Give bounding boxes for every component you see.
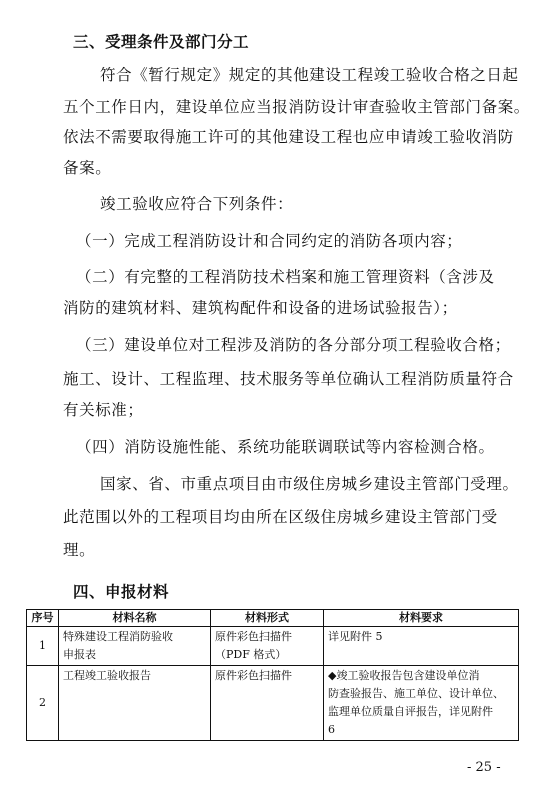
cell-material-name <box>59 627 211 666</box>
cell-line: 详见附件 5 <box>328 630 383 643</box>
cell-line: 申报表 <box>63 648 96 661</box>
paragraph-line: 此范围以外的工程项目均由所在区级住房城乡建设主管部门受 <box>63 508 498 526</box>
cell-material-form <box>211 666 324 741</box>
condition-item-2-continued: 消防的建筑材料、建筑构配件和设备的进场试验报告）； <box>63 299 458 317</box>
cell-line: 原件彩色扫描件 <box>215 669 292 682</box>
cell-line: 监理单位质量自评报告，详见附件 <box>328 705 493 718</box>
paragraph-line: 五个工作日内，建设单位应当报消防设计审查验收主管部门备案。 <box>63 98 530 116</box>
column-header-no: 序号 <box>27 610 59 627</box>
column-header-form: 材料形式 <box>211 610 324 627</box>
condition-item-4: （四）消防设施性能、系统功能联调联试等内容检测合格。 <box>76 438 495 456</box>
section-heading-acceptance-conditions: 三、受理条件及部门分工 <box>73 33 250 51</box>
cell-line: 6 <box>328 723 335 736</box>
cell-material-name <box>59 666 211 741</box>
paragraph-line: 符合《暂行规定》规定的其他建设工程竣工验收合格之日起 <box>100 66 519 84</box>
cell-no: 1 <box>27 627 59 666</box>
cell-line: 特殊建设工程消防验收 <box>63 630 173 643</box>
paragraph-line: 国家、省、市重点项目由市级住房城乡建设主管部门受理。 <box>100 475 519 493</box>
column-header-name: 材料名称 <box>59 610 211 627</box>
cell-material-requirement <box>324 666 519 741</box>
condition-item-3-continued: 施工、设计、工程监理、技术服务等单位确认工程消防质量符合 <box>63 370 514 388</box>
table-row <box>27 666 519 741</box>
cell-line: 原件彩色扫描件 <box>215 630 292 643</box>
condition-item-3-continued: 有关标准； <box>63 401 144 419</box>
table-row <box>27 627 519 666</box>
cell-material-requirement <box>324 627 519 666</box>
column-header-requirement: 材料要求 <box>324 610 519 627</box>
cell-material-form <box>211 627 324 666</box>
section-heading-application-materials: 四、申报材料 <box>73 583 170 601</box>
materials-table <box>26 609 519 741</box>
condition-item-3: （三）建设单位对工程涉及消防的各分部分项工程验收合格； <box>76 336 511 354</box>
condition-item-1: （一）完成工程消防设计和合同约定的消防各项内容； <box>76 232 463 250</box>
cell-no: 2 <box>27 666 59 741</box>
page-number: - 25 - <box>467 760 501 775</box>
table-header-row <box>27 610 519 627</box>
cell-line: 防查验报告、施工单位、设计单位、 <box>328 687 504 700</box>
paragraph-line: 备案。 <box>63 159 112 177</box>
cell-line: （PDF 格式） <box>215 648 287 661</box>
paragraph-line: 理。 <box>63 541 96 559</box>
cell-line: ◆竣工验收报告包含建设单位消 <box>328 669 480 682</box>
condition-item-2: （二）有完整的工程消防技术档案和施工管理资料（含涉及 <box>76 268 495 286</box>
paragraph-line: 依法不需要取得施工许可的其他建设工程也应申请竣工验收消防 <box>63 128 514 146</box>
cell-line: 工程竣工验收报告 <box>63 669 151 682</box>
paragraph-line: 竣工验收应符合下列条件： <box>100 195 294 213</box>
